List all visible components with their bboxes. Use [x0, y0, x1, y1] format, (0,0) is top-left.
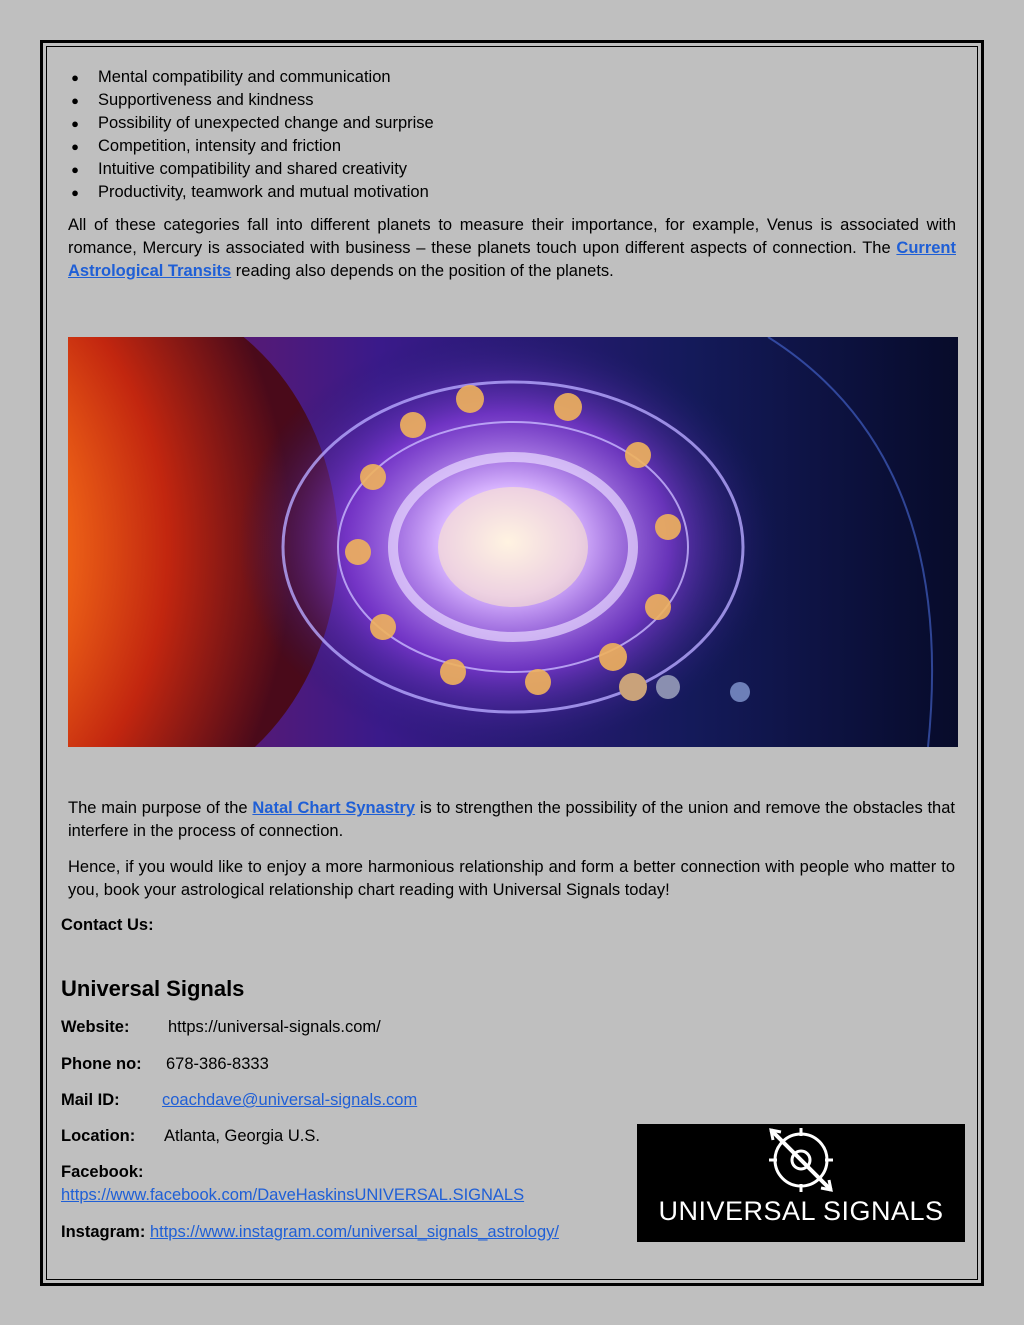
universal-signals-logo — [637, 1124, 965, 1242]
compatibility-list — [61, 66, 956, 204]
website-label: Website: — [61, 1018, 130, 1036]
bullet-icon: ● — [71, 162, 79, 177]
mail-link[interactable]: coachdave@universal-signals.com — [162, 1091, 418, 1109]
current-astrological-transits-link[interactable]: Current Astrological Transits — [68, 239, 956, 280]
location-label: Location: — [61, 1127, 136, 1145]
synastry-paragraph: The main purpose of the Natal Chart Synastry is to strengthen the possibility of the union and remove the obstacles that interfere in the process of connection. — [68, 799, 955, 840]
phone-label: Phone no: — [61, 1055, 142, 1073]
facebook-label: Facebook: — [61, 1163, 144, 1181]
website-value: https://universal-signals.com/ — [168, 1018, 381, 1036]
company-name: Universal Signals — [61, 976, 245, 1001]
facebook-link[interactable]: https://www.facebook.com/DaveHaskinsUNIVERSAL.SIGNALS — [61, 1186, 525, 1204]
phone-value: 678-386-8333 — [166, 1055, 269, 1073]
list-item: ● Productivity, teamwork and mutual motivation — [68, 181, 956, 204]
bullet-icon: ● — [71, 70, 79, 85]
compass-logo-icon — [637, 1124, 965, 1194]
location-value: Atlanta, Georgia U.S. — [164, 1127, 320, 1145]
mail-row — [61, 1091, 418, 1110]
list-item: ● Supportiveness and kindness — [68, 89, 956, 112]
contact-heading: Contact Us: — [61, 916, 154, 934]
website-row — [61, 1018, 381, 1037]
planets-paragraph: All of these categories fall into different planets to measure their importance, for example, Venus is associated with romance, Mercury is associated with business – these planets touch upon different aspects of connection. The Current Astrological Transits reading also depends on the position of the planets. — [68, 216, 956, 280]
location-row — [61, 1127, 320, 1146]
list-item: ● Intuitive compatibility and shared creativity — [68, 158, 956, 181]
facebook-link-row — [61, 1186, 524, 1205]
bullet-icon: ● — [71, 139, 79, 154]
logo-wordmark: UNIVERSAL SIGNALS — [658, 1196, 944, 1226]
list-item: ● Possibility of unexpected change and surprise — [68, 112, 956, 135]
booking-paragraph: Hence, if you would like to enjoy a more harmonious relationship and form a better connection with people who matter to you, book your astrological relationship chart reading with Universal Signals today! — [68, 858, 955, 899]
document-body — [61, 66, 956, 283]
zodiac-wheel-image — [68, 337, 958, 747]
phone-row — [61, 1055, 269, 1074]
instagram-row — [61, 1223, 559, 1242]
facebook-row — [61, 1163, 144, 1182]
list-item: ● Mental compatibility and communication — [68, 66, 956, 89]
zodiac-illustration — [68, 337, 958, 747]
mail-label: Mail ID: — [61, 1091, 120, 1109]
instagram-link[interactable]: https://www.instagram.com/universal_signals_astrology/ — [149, 1223, 559, 1241]
bullet-icon: ● — [71, 116, 79, 131]
bullet-icon: ● — [71, 185, 79, 200]
natal-chart-synastry-link[interactable]: Natal Chart Synastry — [252, 799, 416, 817]
list-item: ● Competition, intensity and friction — [68, 135, 956, 158]
instagram-label: Instagram: — [61, 1223, 146, 1241]
bullet-icon: ● — [71, 93, 79, 108]
